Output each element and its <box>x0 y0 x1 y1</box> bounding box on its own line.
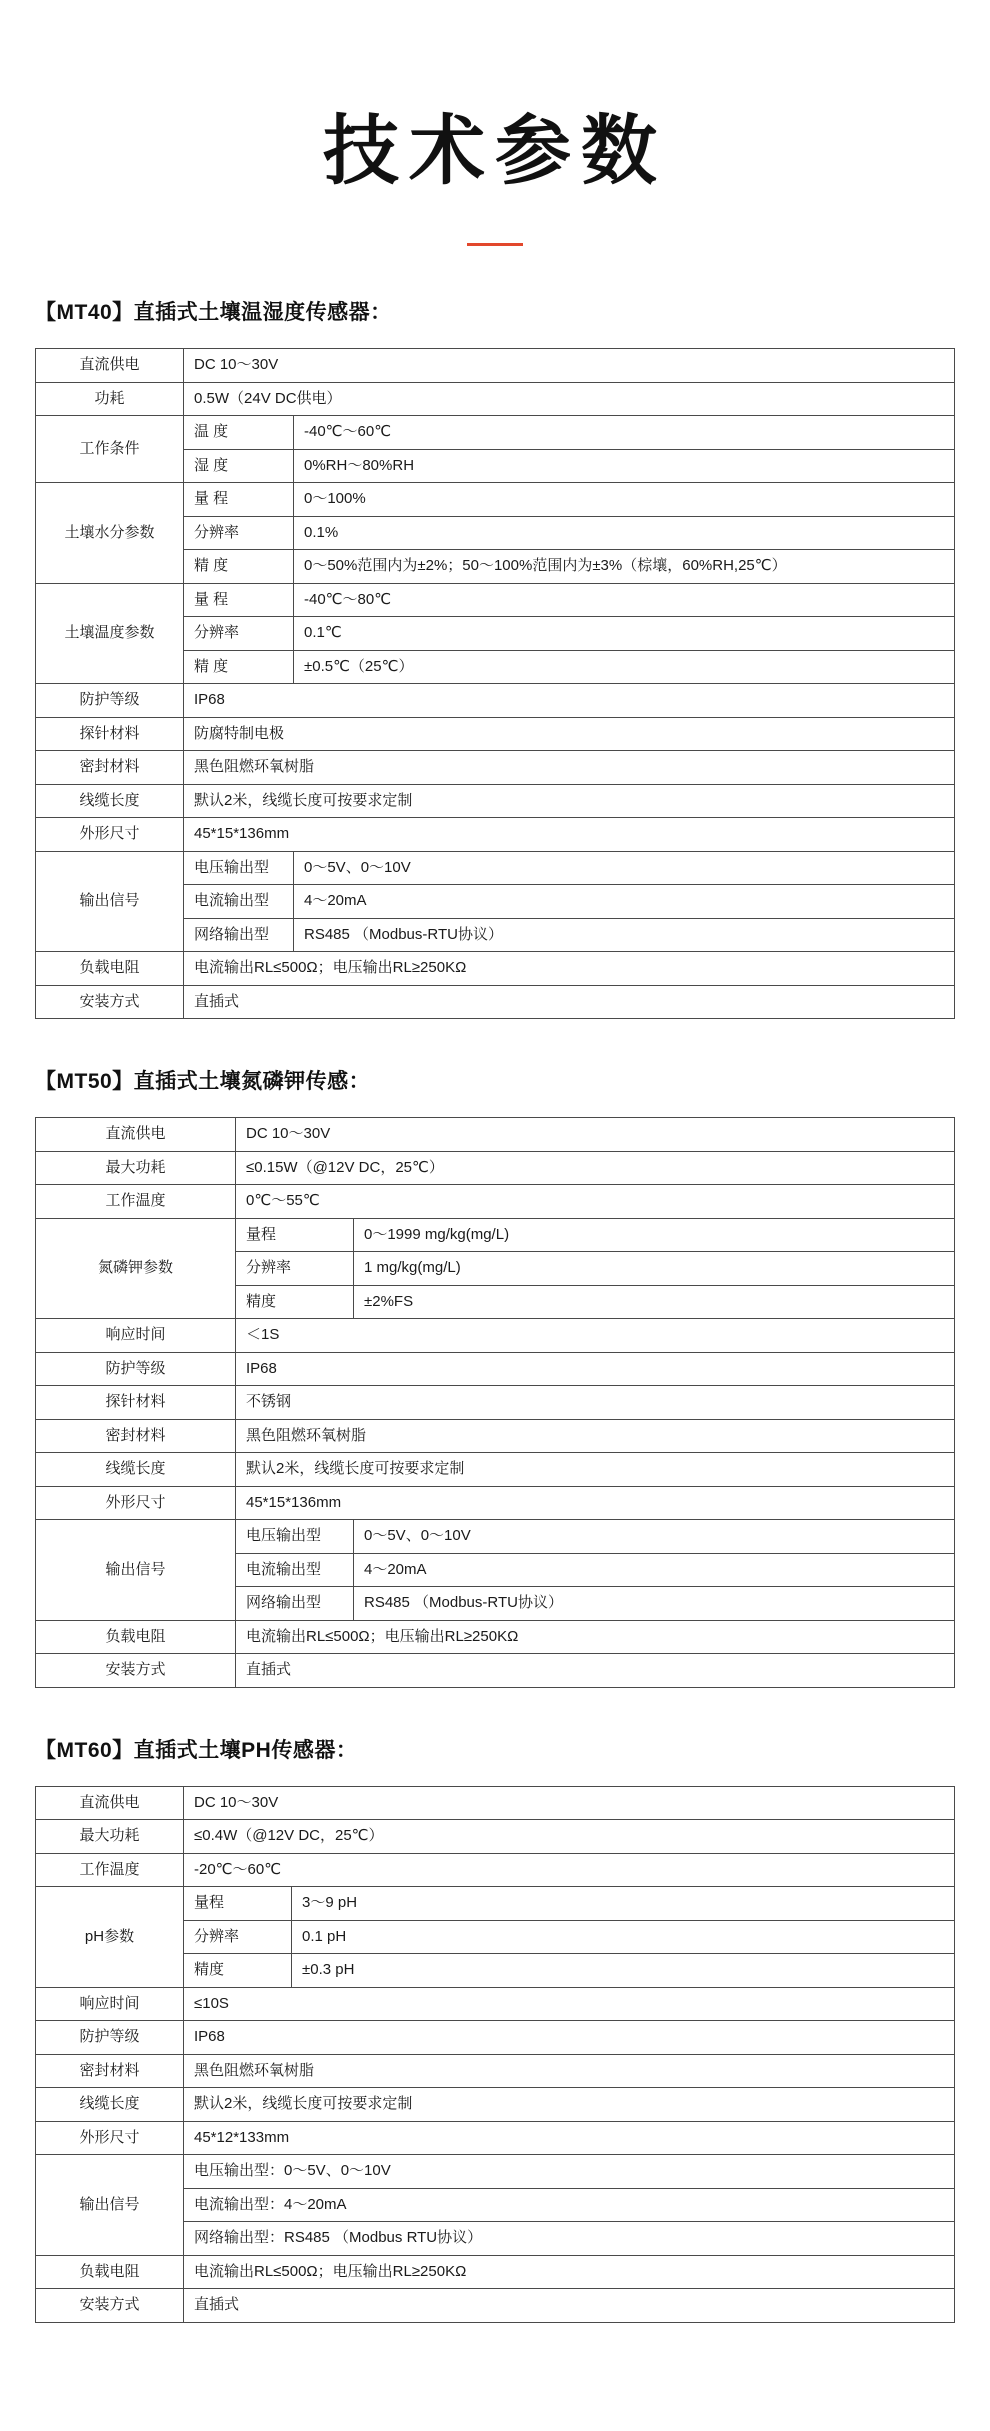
table-row <box>36 382 955 416</box>
table-row <box>36 1987 955 2021</box>
row-value: 直插式 <box>236 1654 955 1688</box>
table-row <box>36 1453 955 1487</box>
row-value: 电流输出RL≤500Ω；电压输出RL≥250KΩ <box>184 952 955 986</box>
row-value: 4～20mA <box>294 885 955 919</box>
table-row <box>36 1352 955 1386</box>
row-label: 直流供电 <box>36 349 184 383</box>
table-row <box>36 851 955 885</box>
row-label: 最大功耗 <box>36 1151 236 1185</box>
title-divider-wrap <box>0 243 990 246</box>
table-row <box>36 1185 955 1219</box>
row-value: IP68 <box>184 2021 955 2055</box>
table-row <box>36 2088 955 2122</box>
row-label: 土壤温度参数 <box>36 583 184 684</box>
row-sublabel: 量 程 <box>184 483 294 517</box>
row-value: 0%RH～80%RH <box>294 449 955 483</box>
row-value: 45*15*136mm <box>184 818 955 852</box>
row-label: 输出信号 <box>36 1520 236 1621</box>
row-label: 防护等级 <box>36 684 184 718</box>
section-mt40 <box>0 296 990 1019</box>
table-row <box>36 751 955 785</box>
row-value: 默认2米，线缆长度可按要求定制 <box>184 2088 955 2122</box>
row-value: 0.1 pH <box>292 1920 955 1954</box>
table-row <box>36 818 955 852</box>
table-row <box>36 1386 955 1420</box>
row-label: 密封材料 <box>36 1419 236 1453</box>
row-sublabel: 分辨率 <box>184 1920 292 1954</box>
table-row <box>36 2021 955 2055</box>
row-value: 不锈钢 <box>236 1386 955 1420</box>
row-value: 黑色阻燃环氧树脂 <box>236 1419 955 1453</box>
table-row <box>36 784 955 818</box>
row-label: 输出信号 <box>36 2155 184 2256</box>
row-value: 0～5V、0～10V <box>354 1520 955 1554</box>
row-value: 直插式 <box>184 985 955 1019</box>
row-value: 0～5V、0～10V <box>294 851 955 885</box>
row-value: IP68 <box>236 1352 955 1386</box>
row-value: 45*12*133mm <box>184 2121 955 2155</box>
section-heading: 【MT40】直插式土壤温湿度传感器： <box>35 301 392 325</box>
table-row <box>36 952 955 986</box>
section-mt50 <box>0 1065 990 1688</box>
table-row <box>36 2054 955 2088</box>
row-label: 负载电阻 <box>36 1620 236 1654</box>
table-row <box>36 483 955 517</box>
row-value: 0.5W（24V DC供电） <box>184 382 955 416</box>
page-title: 技术参数 <box>323 105 667 195</box>
row-value: -20℃～60℃ <box>184 1853 955 1887</box>
row-label: 响应时间 <box>36 1319 236 1353</box>
row-label: 工作温度 <box>36 1185 236 1219</box>
table-row <box>36 985 955 1019</box>
row-value: ±2%FS <box>354 1285 955 1319</box>
row-sublabel: 量程 <box>236 1218 354 1252</box>
table-row <box>36 1486 955 1520</box>
table-row <box>36 717 955 751</box>
row-sublabel: 电流输出型 <box>184 885 294 919</box>
row-sublabel: 精 度 <box>184 550 294 584</box>
row-label: 负载电阻 <box>36 952 184 986</box>
row-value: 3～9 pH <box>292 1887 955 1921</box>
row-value: DC 10～30V <box>236 1118 955 1152</box>
row-label: 最大功耗 <box>36 1820 184 1854</box>
row-value: 电压输出型：0～5V、0～10V <box>184 2155 955 2189</box>
table-row <box>36 416 955 450</box>
row-value: 网络输出型：RS485 （Modbus RTU协议） <box>184 2222 955 2256</box>
row-value: 0～50%范围内为±2%；50～100%范围内为±3%（棕壤，60%RH,25℃） <box>294 550 955 584</box>
row-label: 氮磷钾参数 <box>36 1218 236 1319</box>
row-value: ±0.5℃（25℃） <box>294 650 955 684</box>
row-value: 电流输出型：4～20mA <box>184 2188 955 2222</box>
table-row <box>36 1654 955 1688</box>
table-row <box>36 1620 955 1654</box>
row-sublabel: 精度 <box>184 1954 292 1988</box>
row-value: 45*15*136mm <box>236 1486 955 1520</box>
table-row <box>36 1419 955 1453</box>
row-value: RS485 （Modbus-RTU协议） <box>294 918 955 952</box>
table-row <box>36 1118 955 1152</box>
spec-table-mt60 <box>35 1786 955 2323</box>
table-row <box>36 1786 955 1820</box>
row-value: ≤0.4W（@12V DC，25℃） <box>184 1820 955 1854</box>
row-value: ≤0.15W（@12V DC，25℃） <box>236 1151 955 1185</box>
row-value: 0～1999 mg/kg(mg/L) <box>354 1218 955 1252</box>
section-mt60 <box>0 1734 990 2323</box>
table-row <box>36 1887 955 1921</box>
table-row <box>36 583 955 617</box>
row-sublabel: 分辨率 <box>184 516 294 550</box>
row-sublabel: 湿 度 <box>184 449 294 483</box>
spec-page <box>0 51 990 2383</box>
row-value: RS485 （Modbus-RTU协议） <box>354 1587 955 1621</box>
row-label: pH参数 <box>36 1887 184 1988</box>
row-value: ＜1S <box>236 1319 955 1353</box>
row-value: ≤10S <box>184 1987 955 2021</box>
row-value: 黑色阻燃环氧树脂 <box>184 751 955 785</box>
table-row <box>36 1853 955 1887</box>
row-label: 探针材料 <box>36 1386 236 1420</box>
row-value: 0℃～55℃ <box>236 1185 955 1219</box>
table-row <box>36 2155 955 2189</box>
row-sublabel: 电压输出型 <box>184 851 294 885</box>
spec-table-mt40 <box>35 348 955 1019</box>
table-row <box>36 684 955 718</box>
row-value: DC 10～30V <box>184 1786 955 1820</box>
row-sublabel: 温 度 <box>184 416 294 450</box>
row-label: 工作条件 <box>36 416 184 483</box>
section-heading: 【MT60】直插式土壤PH传感器： <box>35 1738 358 1762</box>
row-label: 密封材料 <box>36 751 184 785</box>
row-value: 默认2米，线缆长度可按要求定制 <box>184 784 955 818</box>
row-value: -40℃～60℃ <box>294 416 955 450</box>
row-label: 外形尺寸 <box>36 2121 184 2155</box>
row-value: 电流输出RL≤500Ω；电压输出RL≥250KΩ <box>184 2255 955 2289</box>
sections-container <box>0 296 990 2323</box>
table-row <box>36 2255 955 2289</box>
table-row <box>36 1520 955 1554</box>
row-sublabel: 电流输出型 <box>236 1553 354 1587</box>
table-row <box>36 349 955 383</box>
row-sublabel: 精 度 <box>184 650 294 684</box>
row-sublabel: 量程 <box>184 1887 292 1921</box>
row-value: -40℃～80℃ <box>294 583 955 617</box>
row-label: 输出信号 <box>36 851 184 952</box>
row-sublabel: 精度 <box>236 1285 354 1319</box>
row-label: 防护等级 <box>36 2021 184 2055</box>
row-sublabel: 分辨率 <box>236 1252 354 1286</box>
table-row <box>36 1319 955 1353</box>
row-label: 外形尺寸 <box>36 818 184 852</box>
row-label: 探针材料 <box>36 717 184 751</box>
row-value: ±0.3 pH <box>292 1954 955 1988</box>
row-sublabel: 电压输出型 <box>236 1520 354 1554</box>
row-value: 默认2米，线缆长度可按要求定制 <box>236 1453 955 1487</box>
row-value: IP68 <box>184 684 955 718</box>
row-label: 工作温度 <box>36 1853 184 1887</box>
row-value: 直插式 <box>184 2289 955 2323</box>
row-value: 黑色阻燃环氧树脂 <box>184 2054 955 2088</box>
title-divider <box>467 243 523 246</box>
row-label: 线缆长度 <box>36 784 184 818</box>
row-sublabel: 网络输出型 <box>236 1587 354 1621</box>
row-value: 0～100% <box>294 483 955 517</box>
table-row <box>36 1151 955 1185</box>
spec-table-mt50 <box>35 1117 955 1688</box>
row-value: 0.1% <box>294 516 955 550</box>
row-label: 线缆长度 <box>36 1453 236 1487</box>
row-value: DC 10～30V <box>184 349 955 383</box>
row-label: 直流供电 <box>36 1786 184 1820</box>
row-label: 防护等级 <box>36 1352 236 1386</box>
row-label: 安装方式 <box>36 2289 184 2323</box>
row-label: 土壤水分参数 <box>36 483 184 584</box>
table-row <box>36 2289 955 2323</box>
section-heading: 【MT50】直插式土壤氮磷钾传感： <box>35 1070 371 1094</box>
row-label: 外形尺寸 <box>36 1486 236 1520</box>
row-sublabel: 分辨率 <box>184 617 294 651</box>
row-value: 0.1℃ <box>294 617 955 651</box>
row-label: 功耗 <box>36 382 184 416</box>
row-value: 电流输出RL≤500Ω；电压输出RL≥250KΩ <box>236 1620 955 1654</box>
row-label: 安装方式 <box>36 985 184 1019</box>
row-label: 响应时间 <box>36 1987 184 2021</box>
row-label: 负载电阻 <box>36 2255 184 2289</box>
table-row <box>36 2121 955 2155</box>
table-row <box>36 1820 955 1854</box>
row-sublabel: 网络输出型 <box>184 918 294 952</box>
row-value: 1 mg/kg(mg/L) <box>354 1252 955 1286</box>
row-label: 直流供电 <box>36 1118 236 1152</box>
row-value: 防腐特制电极 <box>184 717 955 751</box>
row-sublabel: 量 程 <box>184 583 294 617</box>
row-value: 4～20mA <box>354 1553 955 1587</box>
row-label: 密封材料 <box>36 2054 184 2088</box>
row-label: 安装方式 <box>36 1654 236 1688</box>
row-label: 线缆长度 <box>36 2088 184 2122</box>
table-row <box>36 1218 955 1252</box>
